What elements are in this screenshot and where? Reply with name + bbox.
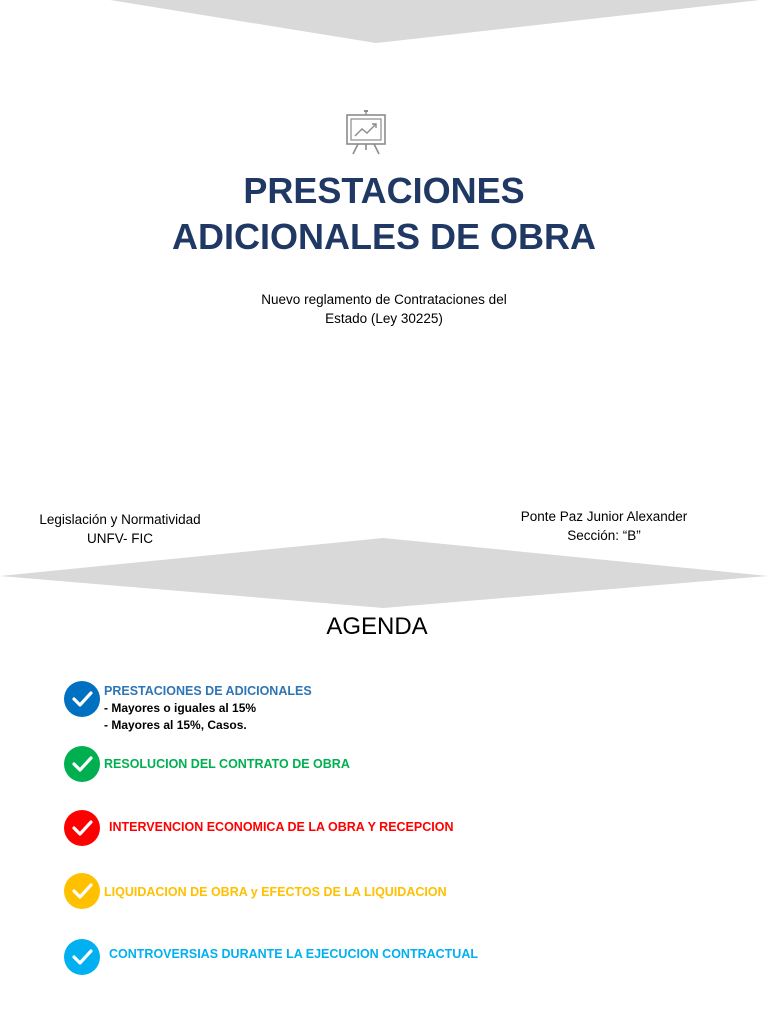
agenda-item-label: INTERVENCION ECONOMICA DE LA OBRA Y RECEPCION [109, 820, 454, 834]
agenda-subitem: - Mayores al 15%, Casos. [104, 718, 247, 732]
agenda-item-label: RESOLUCION DEL CONTRATO DE OBRA [104, 757, 350, 771]
check-icon [64, 746, 100, 782]
subtitle-line2: Estado (Ley 30225) [325, 311, 443, 326]
middle-chevron-decoration [0, 538, 768, 610]
check-icon [64, 939, 100, 975]
check-icon [64, 873, 100, 909]
check-icon [64, 681, 100, 717]
slide-subtitle [184, 290, 584, 328]
check-icon [64, 810, 100, 846]
subtitle-line1: Nuevo reglamento de Contrataciones del [261, 292, 507, 307]
top-chevron-decoration [0, 0, 768, 44]
slide-title-line1: PRESTACIONES [243, 170, 525, 211]
course-name: Legislación y Normatividad [39, 512, 201, 527]
presentation-chart-icon [344, 110, 388, 156]
slide-title-line2: ADICIONALES DE OBRA [171, 216, 597, 257]
author-section: Sección: “B” [567, 528, 641, 543]
agenda-item-label: PRESTACIONES DE ADICIONALES [104, 684, 312, 698]
slide-title [84, 168, 684, 260]
agenda-item-label: LIQUIDACION DE OBRA y EFECTOS DE LA LIQUIDACION [104, 885, 447, 899]
agenda-subitem: - Mayores o iguales al 15% [104, 701, 257, 715]
agenda-item-label: CONTROVERSIAS DURANTE LA EJECUCION CONTRACTUAL [109, 947, 478, 961]
author-name: Ponte Paz Junior Alexander [520, 509, 688, 524]
agenda-title: AGENDA [326, 613, 428, 640]
university-name: UNFV- FIC [87, 531, 153, 546]
